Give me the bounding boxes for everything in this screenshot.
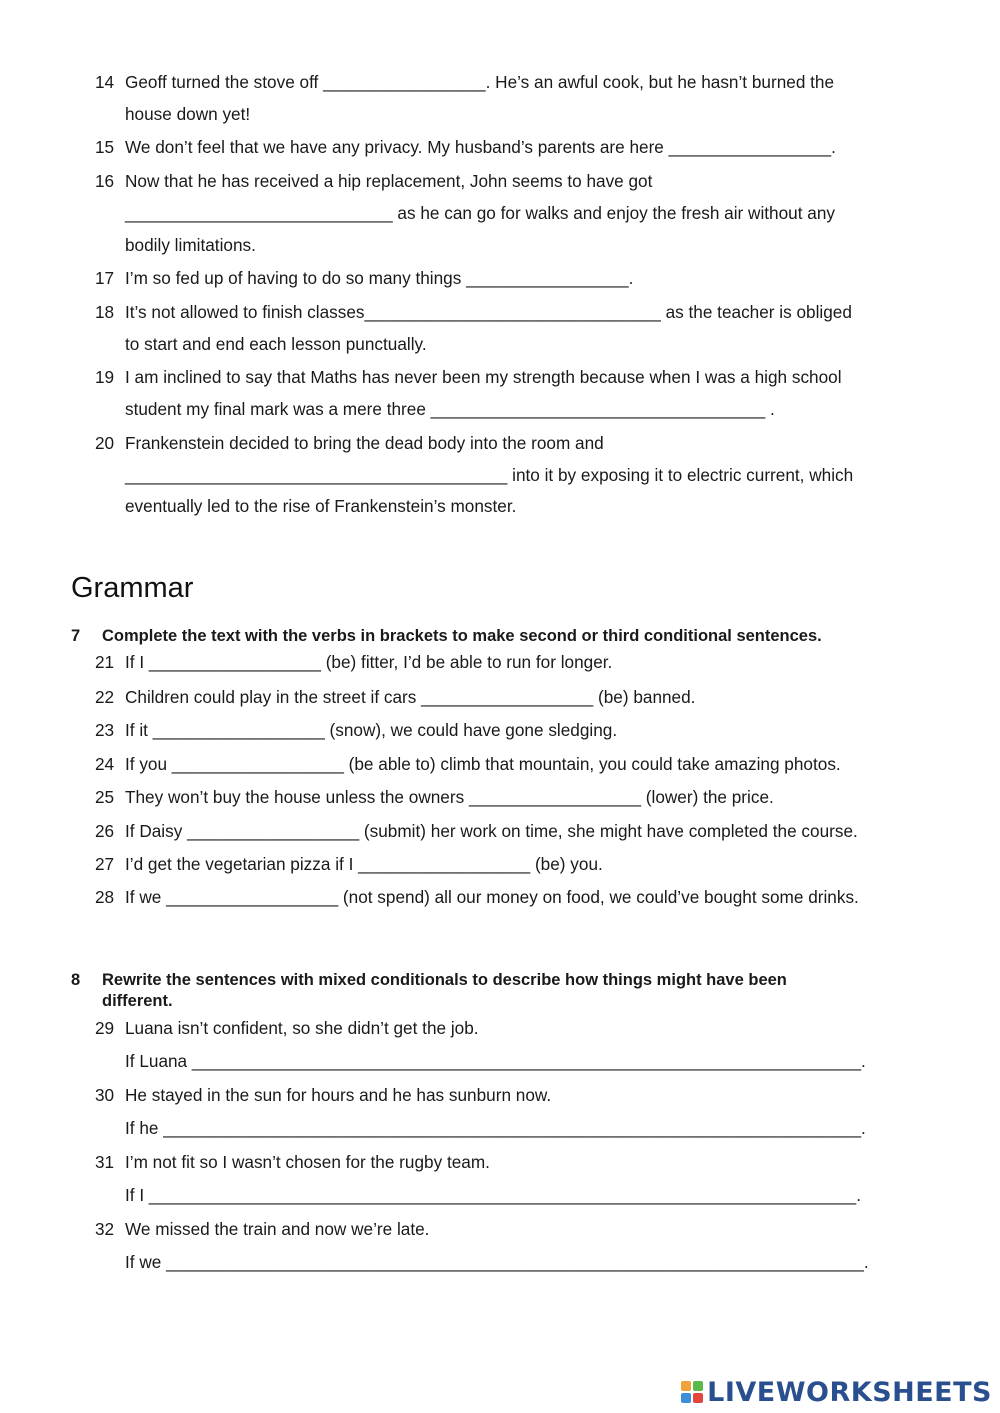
item-prompt: I’m not fit so I wasn’t chosen for the rugby team.	[125, 1152, 490, 1172]
item-text: If it __________________ (snow), we could have gone sledging.	[125, 720, 618, 740]
exercise-instruction: Complete the text with the verbs in brackets to make second or third conditional sentences.	[102, 627, 822, 645]
item-text: Now that he has received a hip replacement, John seems to have got	[125, 171, 653, 191]
answer-line: If we _________________________________________________________________________.	[125, 1252, 869, 1272]
item-number: 23	[95, 720, 115, 740]
item-text: If I __________________ (be) fitter, I’d be able to run for longer.	[125, 652, 613, 672]
item-number: 28	[95, 887, 115, 907]
item-text: I’m so fed up of having to do so many things _________________.	[125, 268, 634, 288]
answer-line: If Luana ______________________________________________________________________.	[125, 1051, 866, 1071]
exercise-number: 7	[71, 627, 81, 645]
item-text: I’d get the vegetarian pizza if I __________________ (be) you.	[125, 854, 603, 874]
logo-block	[681, 1381, 691, 1391]
item-text: eventually led to the rise of Frankenstein’s monster.	[125, 496, 517, 516]
item-number: 17	[95, 268, 115, 288]
item-number: 21	[95, 652, 115, 672]
item-text: ________________________________________ into it by exposing it to electric current, which	[125, 465, 854, 485]
exercise-instruction: different.	[102, 992, 173, 1010]
exercise-instruction: Rewrite the sentences with mixed conditionals to describe how things might have been	[102, 971, 787, 989]
item-text: It’s not allowed to finish classes_______________________________ as the teacher is obliged	[125, 302, 852, 322]
item-number: 18	[95, 302, 115, 322]
item-text: house down yet!	[125, 104, 251, 124]
item-text: If you __________________ (be able to) climb that mountain, you could take amazing photos.	[125, 754, 841, 774]
logo-block	[693, 1393, 703, 1403]
item-text: If we __________________ (not spend) all our money on food, we could’ve bought some drinks.	[125, 887, 859, 907]
item-number: 15	[95, 137, 115, 157]
answer-line: If I __________________________________________________________________________.	[125, 1185, 862, 1205]
logo-block	[693, 1381, 703, 1391]
item-prompt: We missed the train and now we’re late.	[125, 1219, 430, 1239]
item-text: Geoff turned the stove off _________________. He’s an awful cook, but he hasn’t burned the	[125, 72, 835, 92]
item-number: 30	[95, 1085, 115, 1105]
item-text: student my final mark was a mere three ___________________________________ .	[125, 399, 775, 419]
item-number: 24	[95, 754, 115, 774]
section-title: Grammar	[71, 572, 194, 604]
item-number: 29	[95, 1018, 115, 1038]
item-number: 16	[95, 171, 115, 191]
item-number: 32	[95, 1219, 115, 1239]
item-number: 20	[95, 433, 115, 453]
item-text: bodily limitations.	[125, 235, 256, 255]
brand-name: LIVEWORKSHEETS	[707, 1376, 992, 1408]
item-prompt: Luana isn’t confident, so she didn’t get the job.	[125, 1018, 479, 1038]
logo-block	[681, 1393, 691, 1403]
item-number: 19	[95, 367, 115, 387]
answer-line: If he _________________________________________________________________________.	[125, 1118, 866, 1138]
item-text: to start and end each lesson punctually.	[125, 334, 427, 354]
item-text: Frankenstein decided to bring the dead body into the room and	[125, 433, 604, 453]
item-number: 14	[95, 72, 115, 92]
item-text: They won’t buy the house unless the owners __________________ (lower) the price.	[125, 787, 774, 807]
liveworksheets-logo	[681, 1377, 992, 1407]
item-number: 27	[95, 854, 115, 874]
item-number: 22	[95, 687, 115, 707]
item-text: I am inclined to say that Maths has never been my strength because when I was a high school	[125, 367, 842, 387]
item-text: If Daisy __________________ (submit) her work on time, she might have completed the course.	[125, 821, 858, 841]
item-text: ____________________________ as he can go for walks and enjoy the fresh air without any	[125, 203, 835, 223]
exercise-number: 8	[71, 971, 81, 989]
item-number: 26	[95, 821, 115, 841]
logo-blocks-icon	[681, 1381, 703, 1403]
item-text: Children could play in the street if cars __________________ (be) banned.	[125, 687, 696, 707]
item-number: 31	[95, 1152, 115, 1172]
item-prompt: He stayed in the sun for hours and he has sunburn now.	[125, 1085, 552, 1105]
item-text: We don’t feel that we have any privacy. My husband’s parents are here _________________.	[125, 137, 836, 157]
item-number: 25	[95, 787, 115, 807]
